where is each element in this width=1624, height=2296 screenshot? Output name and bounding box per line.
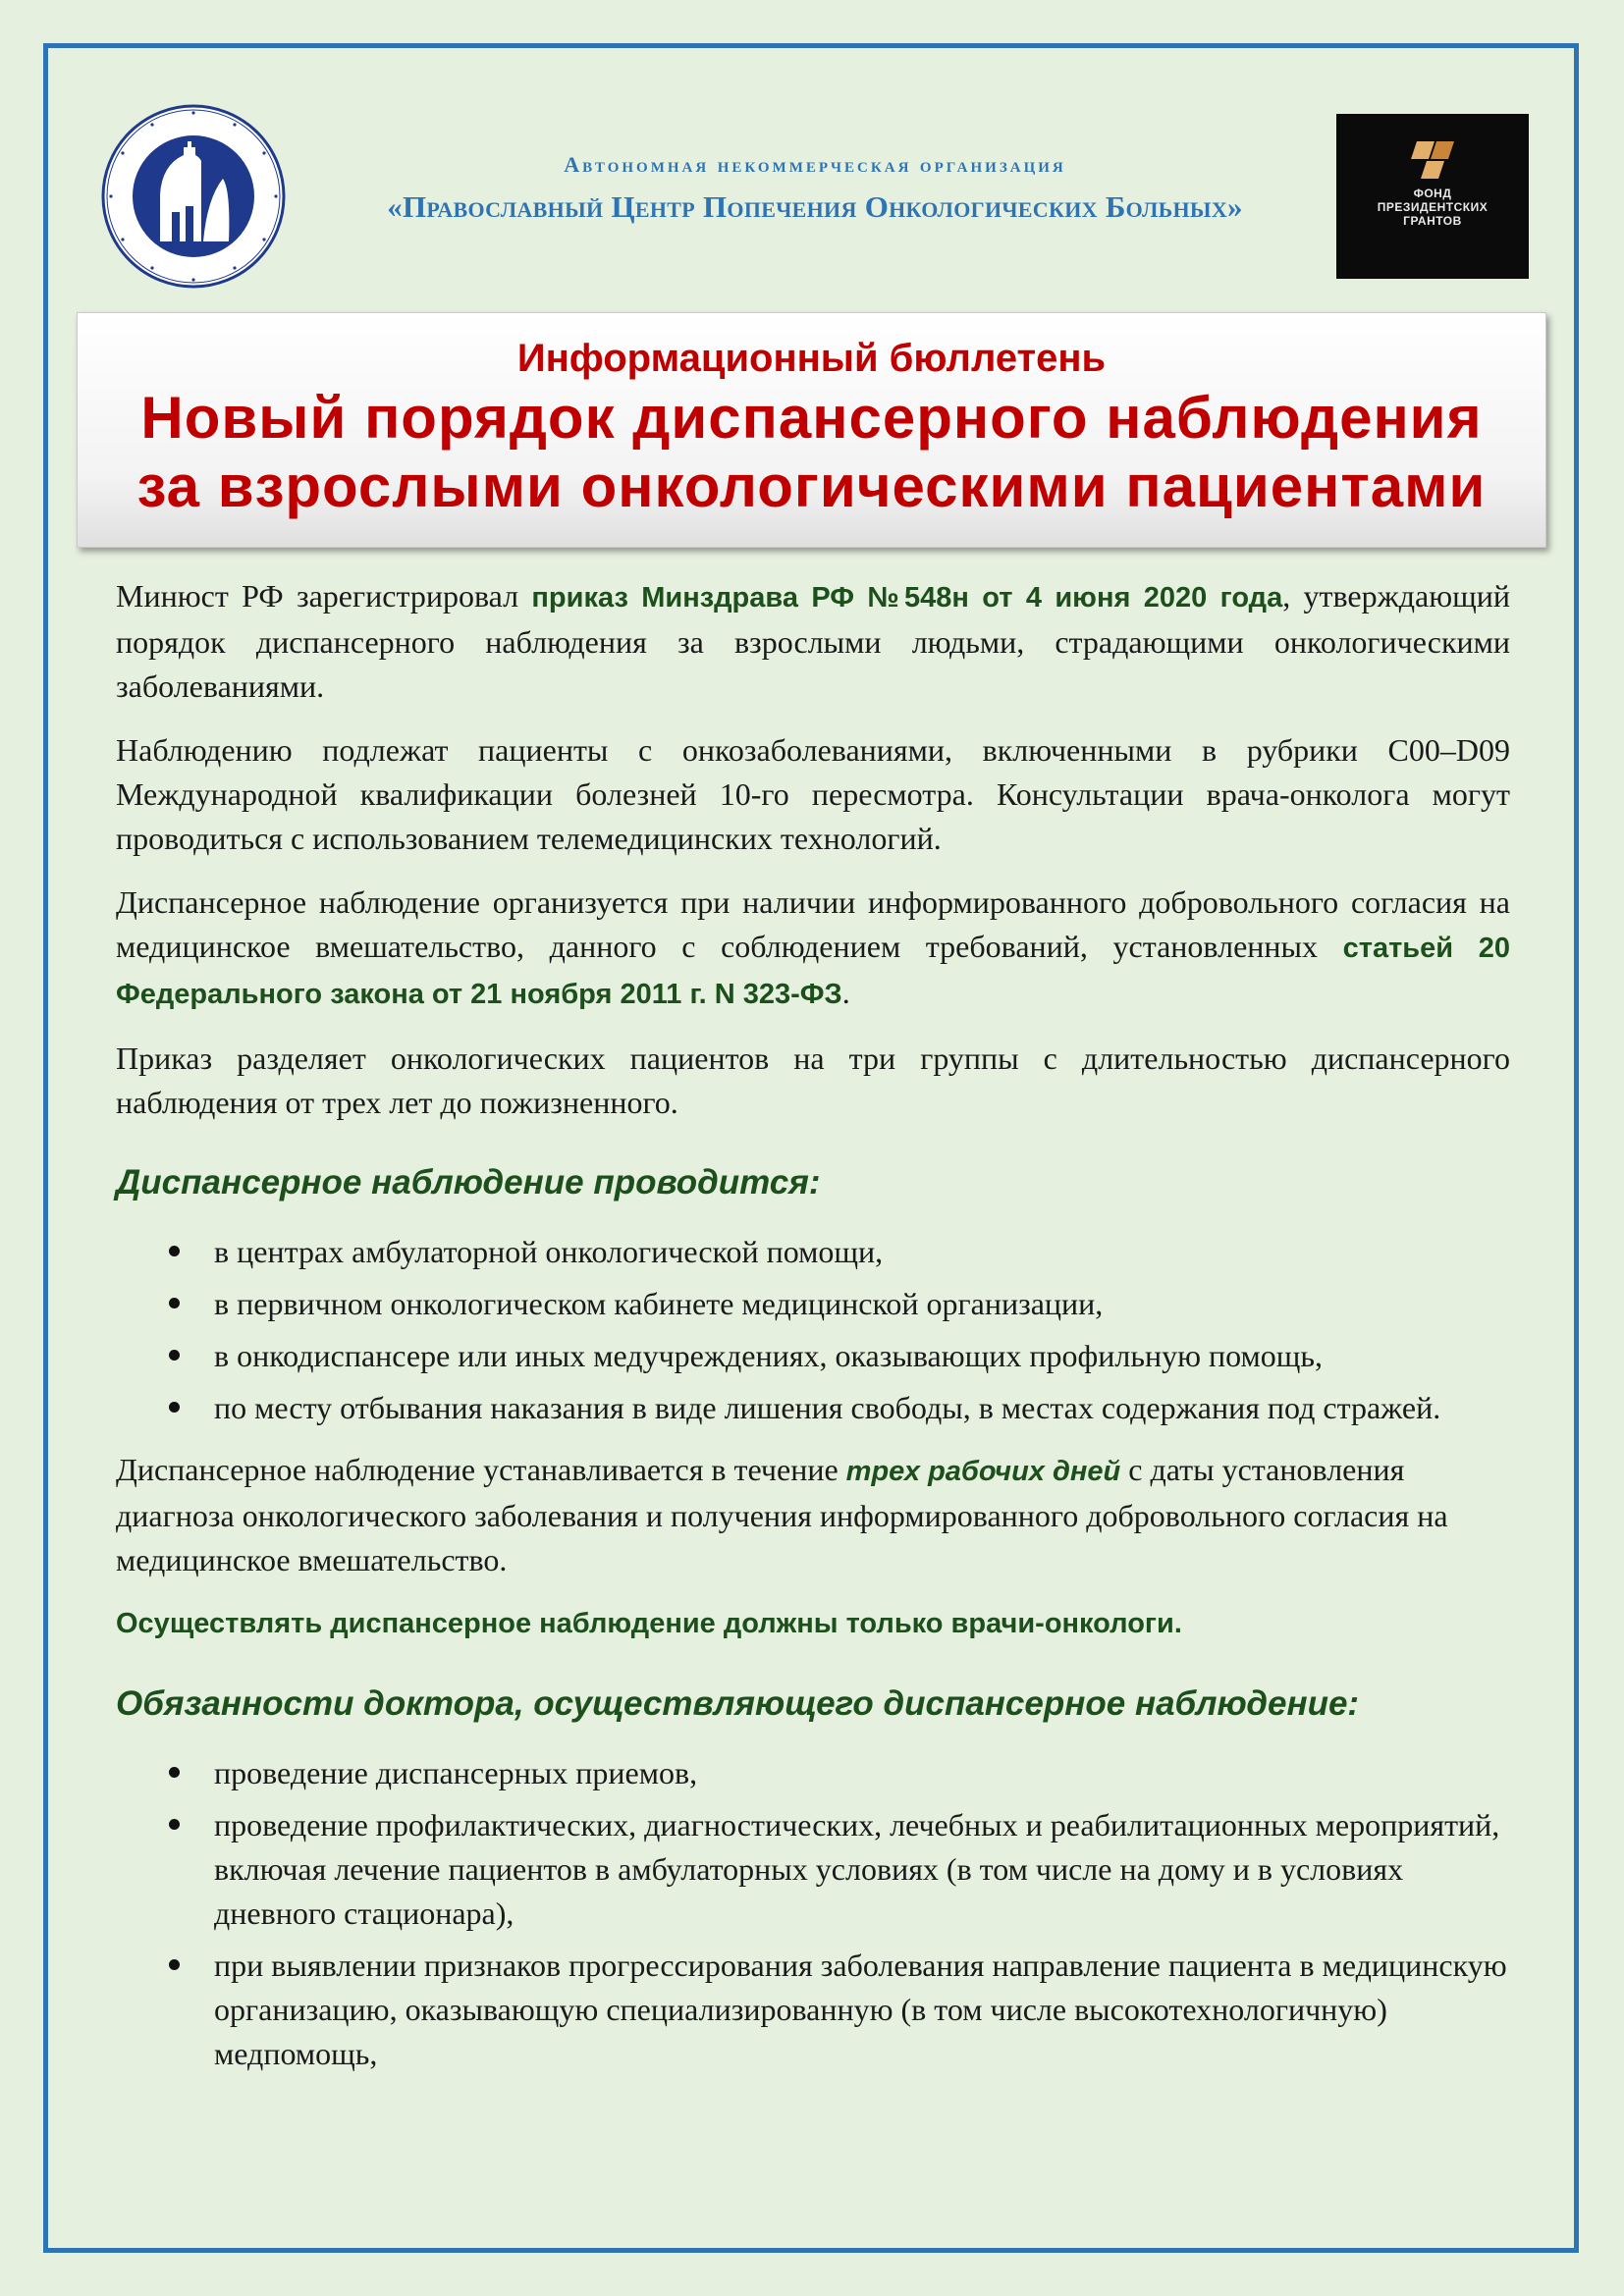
organization-header xyxy=(295,152,1335,225)
oncologists-only-note: Осуществлять диспансерное наблюдение должны только врачи-онкологи. xyxy=(116,1608,1182,1639)
bullet-icon xyxy=(169,1959,180,1970)
list-item xyxy=(116,1230,1510,1274)
order-reference: приказ Минздрава РФ №548н от 4 июня 2020 года xyxy=(531,582,1283,614)
list-item-text: в первичном онкологическом кабинете медицинской организации, xyxy=(214,1286,1104,1321)
list-item-text: при выявлении признаков прогрессирования заболевания направление пациента в медицинскую организацию, оказывающую специализированную (в том числе высокотехнологичную) медпомощь, xyxy=(214,1948,1507,2071)
list-item-text: в центрах амбулаторной онкологической помощи, xyxy=(214,1234,884,1269)
organization-name: «Православный Центр Попечения Онкологических Больных» xyxy=(387,189,1243,224)
organization-type: Автономная некоммерческая организация xyxy=(564,152,1066,177)
section-heading-locations: Диспансерное наблюдение проводится: xyxy=(116,1163,821,1201)
list-item-text: проведение профилактических, диагностических, лечебных и реабилитационных мероприятий, включая лечение пациентов в амбулаторных условиях (в том числе на дому и в условиях дневного стационара), xyxy=(214,1807,1500,1931)
paragraph-order-registration xyxy=(116,574,1510,709)
p3-text: Диспансерное наблюдение организуется при наличии информированного добровольного согласия на медицинское вмешательство, данного с соблюдением требований, установленных xyxy=(116,884,1510,964)
paragraph-patient-groups: Приказ разделяет онкологических пациентов на три группы с длительностью диспансерного наблюдения от трех лет до пожизненного. xyxy=(116,1041,1510,1120)
bulletin-subtitle: Информационный бюллетень xyxy=(516,337,1107,380)
list-item-text: по месту отбывания наказания в виде лишения свободы, в местах содержания под стражей. xyxy=(214,1390,1441,1425)
three-working-days: трех рабочих дней xyxy=(845,1456,1121,1487)
p5-text: Диспансерное наблюдение устанавливается в течение xyxy=(116,1452,846,1487)
bullet-icon xyxy=(169,1402,180,1413)
grant-logo-line-2: ПРЕЗИДЕНТСКИХ xyxy=(1377,200,1489,214)
grant-logo-line-1: ФОНД xyxy=(1413,187,1452,200)
p3-text-end: . xyxy=(841,975,850,1010)
presidential-grants-fund-logo xyxy=(1336,114,1529,279)
list-item xyxy=(116,1386,1510,1430)
bulletin-title-box xyxy=(77,312,1546,548)
bullet-icon xyxy=(169,1819,180,1830)
list-item xyxy=(116,1282,1510,1326)
p1-text-end: , утверждающий порядок диспансерного наблюдения за взрослыми людьми, страдающими онкологическими заболеваниями. xyxy=(116,578,1511,704)
bullet-icon xyxy=(169,1350,180,1361)
bullet-icon xyxy=(169,1767,180,1778)
paragraph-eligible-patients: Наблюдению подлежат пациенты с онкозаболеваниями, включенными в рубрики C00–D09 Международной квалификации болезней 10-го пересмотра. Консультации врача-онколога могут проводиться с использованием телемедицинских технологий. xyxy=(116,732,1510,856)
organization-seal-logo xyxy=(101,104,286,289)
list-item xyxy=(116,1944,1510,2076)
bullet-icon xyxy=(169,1246,180,1256)
list-item xyxy=(116,1334,1510,1378)
grant-fund-emblem-icon xyxy=(1411,135,1454,179)
locations-list xyxy=(116,1230,1510,1430)
paragraph-timing xyxy=(116,1448,1510,1582)
paragraph-consent xyxy=(116,881,1510,1017)
p5-text-end: с даты установления диагноза онкологического заболевания и получения информированного добровольного согласия на медицинское вмешательство. xyxy=(116,1452,1448,1577)
grant-logo-line-3: ГРАНТОВ xyxy=(1403,214,1462,228)
bullet-icon xyxy=(169,1298,180,1308)
p1-text: Минюст РФ зарегистрировал xyxy=(116,578,532,614)
list-item-text: проведение диспансерных приемов, xyxy=(214,1755,698,1790)
law-reference: статьей 20 Федерального закона от 21 ноября 2011 г. N 323-ФЗ xyxy=(116,933,1511,1010)
bulletin-title-line-1: Новый порядок диспансерного наблюдения xyxy=(140,385,1483,451)
bulletin-content xyxy=(116,574,1510,2094)
list-item-text: в онкодиспансере или иных медучреждениях, оказывающих профильную помощь, xyxy=(214,1338,1323,1373)
list-item xyxy=(116,1751,1510,1795)
bulletin-title-line-2: за взрослыми онкологическими пациентами xyxy=(136,454,1487,519)
list-item xyxy=(116,1803,1510,1936)
duties-list xyxy=(116,1751,1510,2076)
section-heading-duties: Обязанности доктора, осуществляющего диспансерное наблюдение: xyxy=(116,1684,1360,1723)
